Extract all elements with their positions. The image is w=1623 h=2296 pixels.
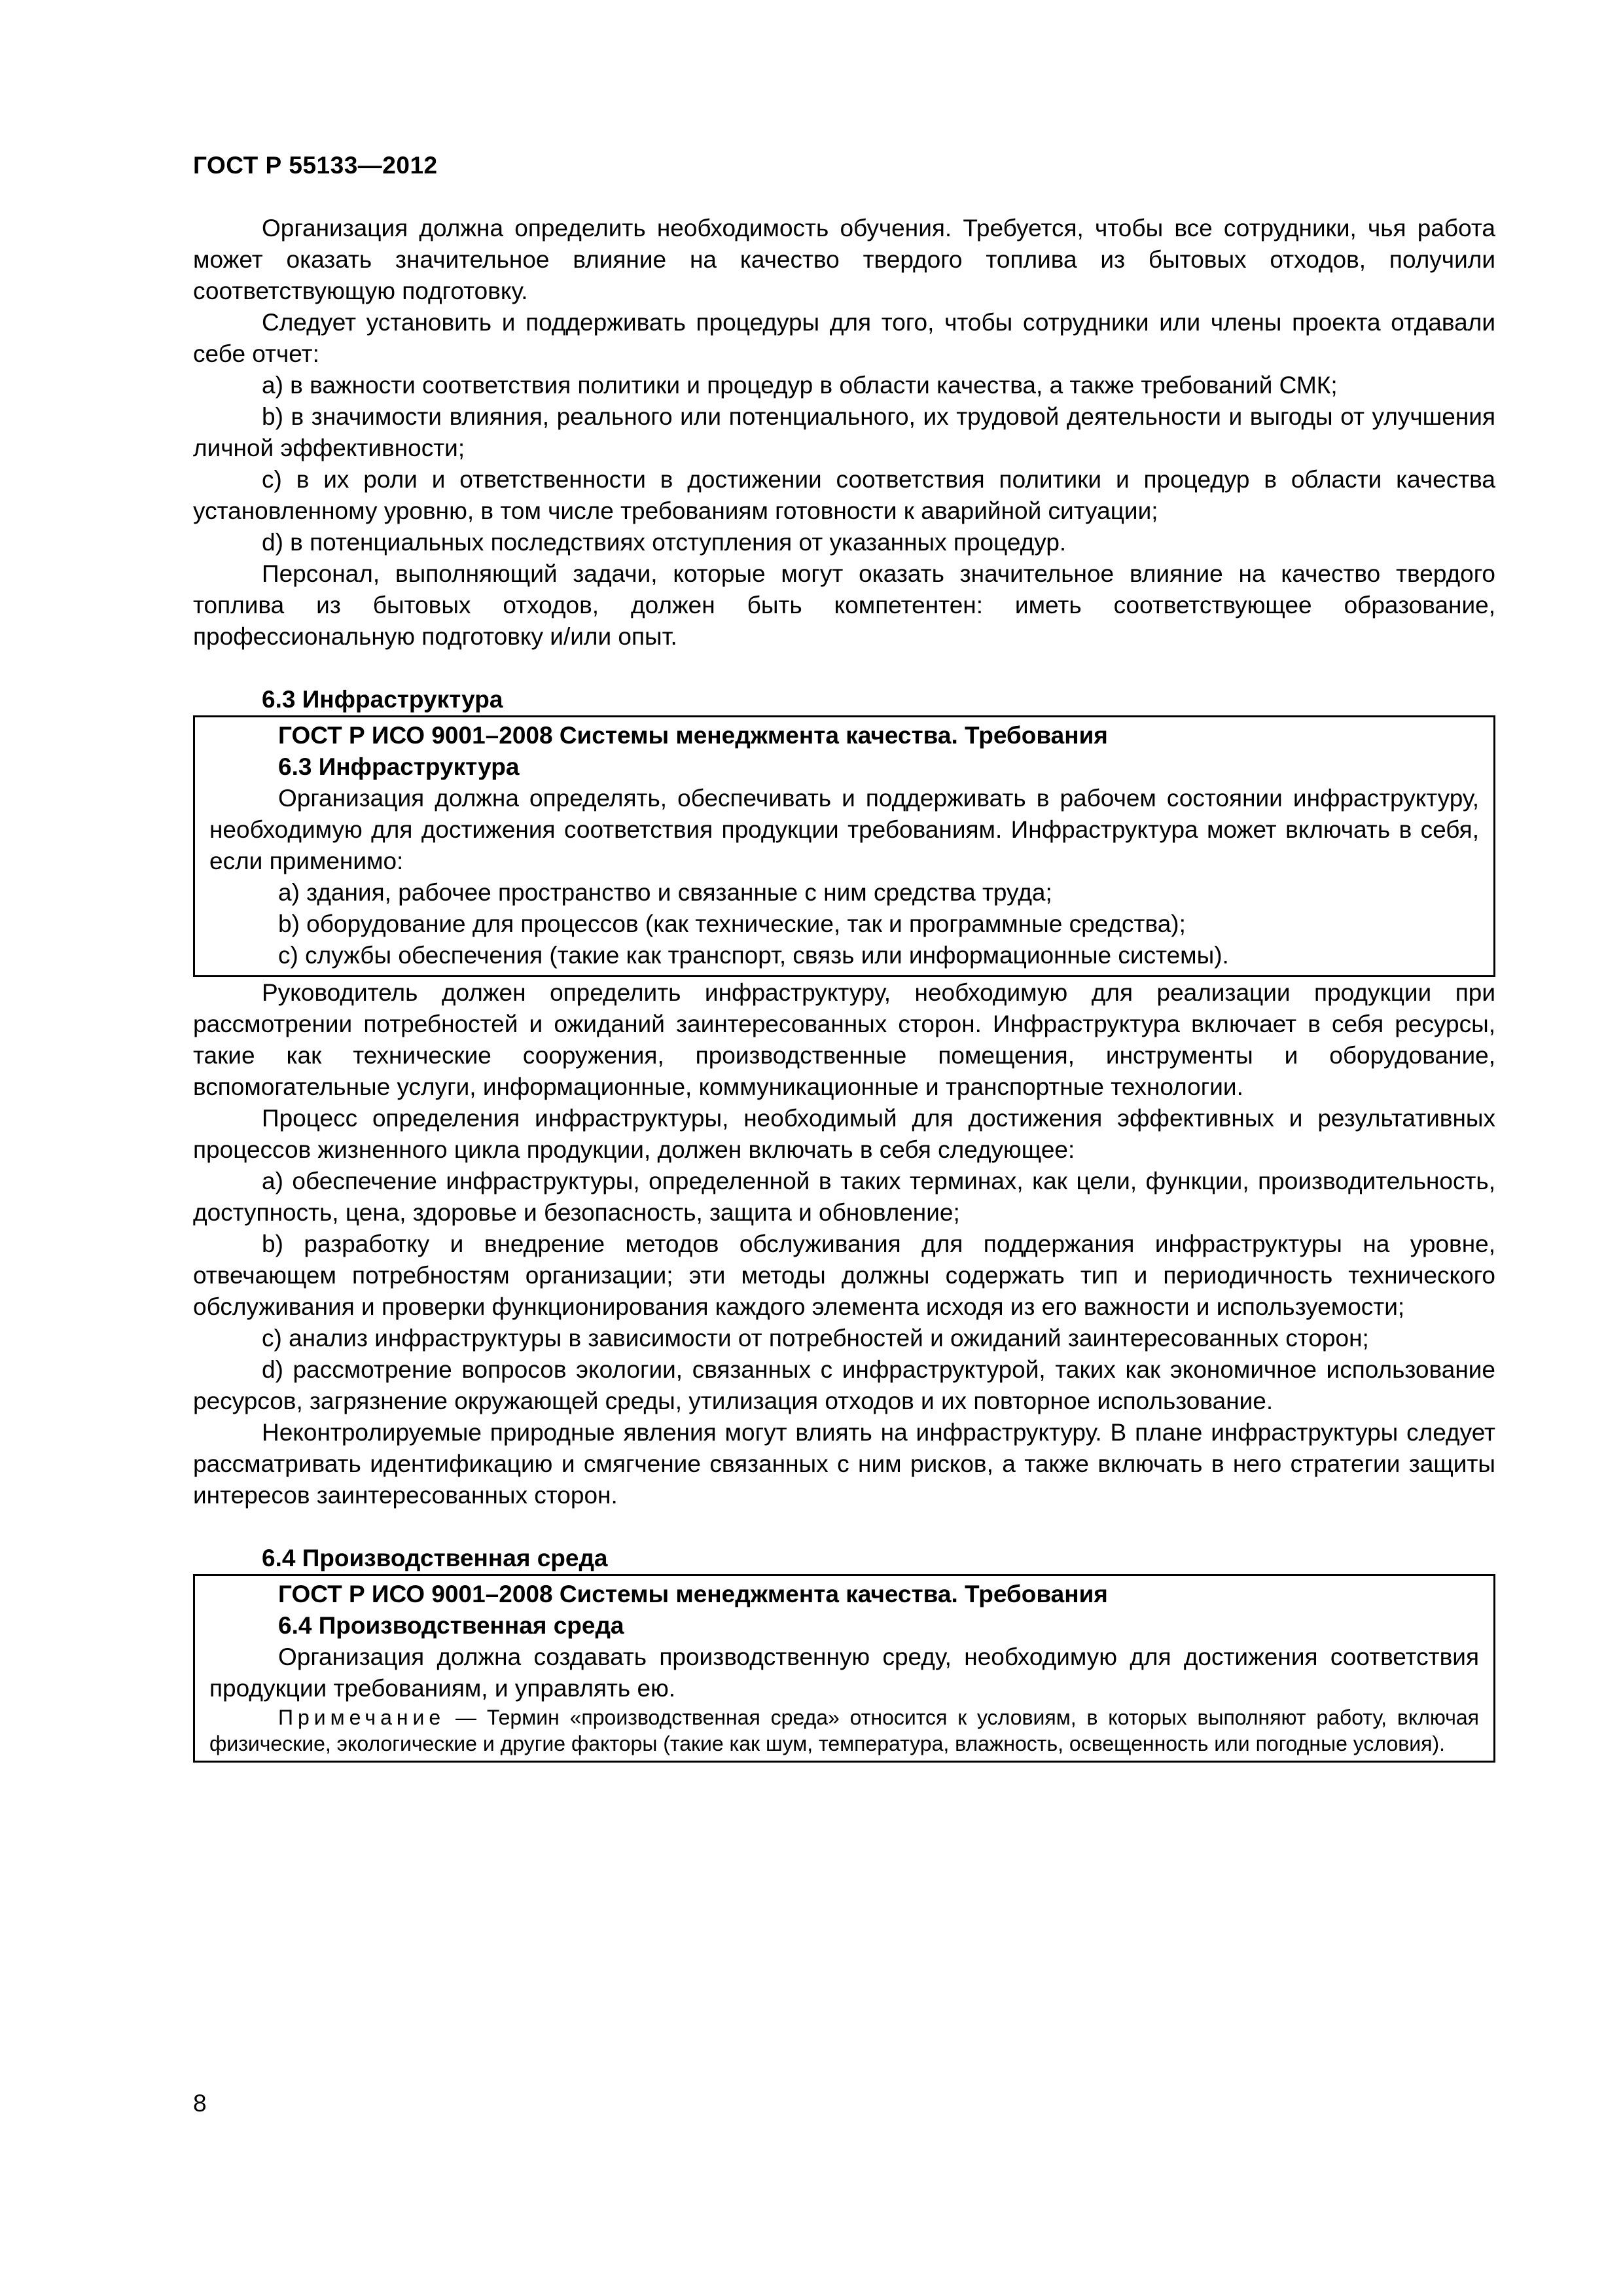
section-6-3-title: 6.3 Инфраструктура	[262, 686, 503, 713]
intro-paragraph: Следует установить и поддерживать процедуры для того, чтобы сотрудники или члены проекта отдавали себе отчет:	[193, 309, 1495, 367]
intro-list-item: c) в их роли и ответственности в достижении соответствия политики и процедур в области качества установленному уровню, в том числе требованиям готовности к аварийной ситуации;	[193, 466, 1495, 524]
quote-box-list-item: b) оборудование для процессов (как технические, так и программные средства);	[278, 910, 1186, 937]
intro-paragraph: Организация должна определить необходимость обучения. Требуется, чтобы все сотрудники, чья работа может оказать значительное влияние на качество твердого топлива из бытовых отходов, получили соответствующую подготовку.	[193, 215, 1495, 304]
quote-box-standard-title: ГОСТ Р ИСО 9001–2008 Системы менеджмента качества. Требования	[278, 722, 1108, 749]
section-6-3-paragraph: Процесс определения инфраструктуры, необходимый для достижения эффективных и результативных процессов жизненного цикла продукции, должен включать в себя следующее:	[193, 1105, 1495, 1163]
quote-box-standard-title: ГОСТ Р ИСО 9001–2008 Системы менеджмента качества. Требования	[278, 1581, 1108, 1607]
page-number: 8	[193, 2090, 207, 2117]
section-6-3-list-item: a) обеспечение инфраструктуры, определенной в таких терминах, как цели, функции, производительность, доступность, цена, здоровье и безопасность, защита и обновление;	[193, 1168, 1495, 1226]
section-6-3-paragraph: Руководитель должен определить инфраструктуру, необходимую для реализации продукции при рассмотрении потребностей и ожиданий заинтересованных сторон. Инфраструктура включает в себя ресурсы, такие как технические сооружения, производственные помещения, инструменты и оборудование, вспомогательные услуги, информационные, коммуникационные и транспортные технологии.	[193, 979, 1495, 1100]
quote-box-list-item: a) здания, рабочее пространство и связанные с ним средства труда;	[278, 879, 1052, 906]
section-6-3-paragraph: Неконтролируемые природные явления могут влиять на инфраструктуру. В плане инфраструктуры следует рассматривать идентификацию и смягчение связанных с ним рисков, а также включать в него стратегии защиты интересов заинтересованных сторон.	[193, 1419, 1495, 1509]
section-6-3-list-item: d) рассмотрение вопросов экологии, связанных с инфраструктурой, таких как экономичное использование ресурсов, загрязнение окружающей среды, утилизация отходов и их повторное использование.	[193, 1356, 1495, 1414]
quote-box-subtitle: 6.3 Инфраструктура	[278, 753, 520, 780]
section-6-3-list-item: b) разработку и внедрение методов обслуживания для поддержания инфраструктуры на уровне, отвечающем потребностям организации; эти методы должны содержать тип и периодичность технического обслуживания и проверки функционирования каждого элемента исходя из его важности и используемости;	[193, 1230, 1495, 1320]
quote-box-subtitle: 6.4 Производственная среда	[278, 1612, 624, 1639]
intro-list-item: b) в значимости влияния, реального или потенциального, их трудовой деятельности и выгоды от улучшения личной эффективности;	[193, 403, 1495, 461]
section-6-3-quote-box	[193, 715, 1495, 977]
document-header-code: ГОСТ Р 55133—2012	[193, 152, 438, 179]
note-label: Примечание	[278, 1706, 446, 1729]
quote-box-list-item: c) службы обеспечения (такие как транспорт, связь или информационные системы).	[278, 942, 1229, 969]
section-6-4-quote-box	[193, 1574, 1495, 1763]
intro-list-item: d) в потенциальных последствиях отступления от указанных процедур.	[262, 529, 1067, 556]
quote-box-paragraph: Организация должна определять, обеспечивать и поддерживать в рабочем состоянии инфраструктуру, необходимую для достижения соответствия продукции требованиям. Инфраструктура может включать в себя, если применимо:	[209, 785, 1479, 874]
document-body	[193, 213, 1495, 1763]
intro-list-item: a) в важности соответствия политики и процедур в области качества, а также требований СМК;	[262, 372, 1338, 399]
section-6-4-title: 6.4 Производственная среда	[262, 1545, 608, 1571]
section-6-3-list-item: c) анализ инфраструктуры в зависимости от потребностей и ожиданий заинтересованных сторон;	[262, 1325, 1369, 1352]
quote-box-paragraph: Организация должна создавать производственную среду, необходимую для достижения соответствия продукции требованиям, и управлять ею.	[209, 1643, 1479, 1702]
quote-box-note	[209, 1704, 1479, 1757]
intro-paragraph: Персонал, выполняющий задачи, которые могут оказать значительное влияние на качество твердого топлива из бытовых отходов, должен быть компетентен: иметь соответствующее образование, профессиональную подготовку и/или опыт.	[193, 560, 1495, 650]
note-text: — Термин «производственная среда» относится к условиям, в которых выполняют работу, включая физические, экологические и другие факторы (такие как шум, температура, влажность, освещенность или погодные условия).	[209, 1706, 1479, 1755]
